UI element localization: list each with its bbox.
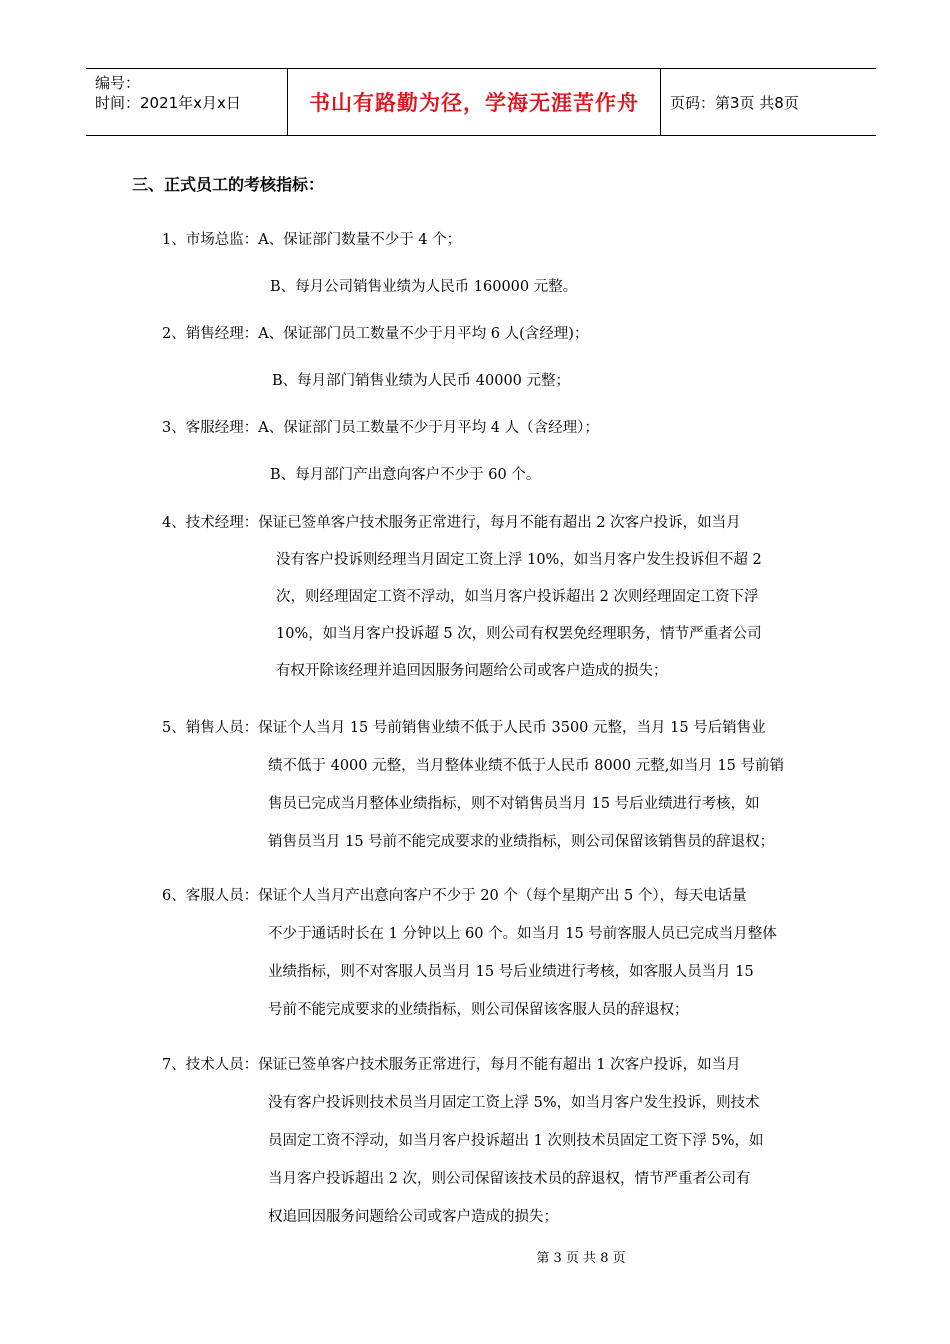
header-info-cell xyxy=(86,69,287,135)
list-item: 销售员当月 15 号前不能完成要求的业绩指标，则公司保留该销售员的辞退权； xyxy=(268,834,775,850)
list-item: 没有客户投诉则技术员当月固定工资上浮 5%，如当月客户发生投诉，则技术 xyxy=(268,1095,760,1111)
header-page-info: 页码：第3页 共8页 xyxy=(670,93,799,112)
list-item: 2、销售经理：A、保证部门员工数量不少于月平均 6 人(含经理)； xyxy=(162,326,589,342)
list-item: 6、客服人员：保证个人当月产出意向客户不少于 20 个（每个星期产出 5 个），每天电话量 xyxy=(162,888,747,904)
list-item: 号前不能完成要求的业绩指标，则公司保留该客服人员的辞退权； xyxy=(268,1002,689,1018)
list-item: 不少于通话时长在 1 分钟以上 60 个。如当月 15 号前客服人员已完成当月整体 xyxy=(268,926,777,942)
list-item: 10%，如当月客户投诉超 5 次，则公司有权罢免经理职务，情节严重者公司 xyxy=(276,626,762,642)
list-item: B、每月部门产出意向客户不少于 60 个。 xyxy=(270,467,541,483)
document-number-label: 编号： xyxy=(95,74,141,92)
list-item: 售员已完成当月整体业绩指标，则不对销售员当月 15 号后业绩进行考核，如 xyxy=(268,796,760,812)
list-item: 1、市场总监：A、保证部门数量不少于 4 个； xyxy=(162,232,462,248)
list-item: 5、销售人员：保证个人当月 15 号前销售业绩不低于人民币 3500 元整，当月 15 号后销售业 xyxy=(162,720,766,736)
list-item: 次，则经理固定工资不浮动，如当月客户投诉超出 2 次则经理固定工资下浮 xyxy=(276,589,759,605)
list-item: 权追回因服务问题给公司或客户造成的损失； xyxy=(268,1209,558,1225)
document-time-label: 时间：2021年x月x日 xyxy=(95,94,241,112)
list-item: B、每月部门销售业绩为人民币 40000 元整； xyxy=(272,373,570,389)
header-motto: 书山有路勤为径，学海无涯苦作舟 xyxy=(287,69,661,135)
list-item: 当月客户投诉超出 2 次，则公司保留该技术员的辞退权，情节严重者公司有 xyxy=(268,1171,751,1187)
list-item: 3、客服经理：A、保证部门员工数量不少于月平均 4 人（含经理）； xyxy=(162,420,599,436)
section-title: 三、正式员工的考核指标： xyxy=(132,175,325,194)
page-footer xyxy=(0,1247,950,1266)
list-item: 4、技术经理：保证已签单客户技术服务正常进行，每月不能有超出 2 次客户投诉，如当月 xyxy=(162,515,741,531)
list-item: 员固定工资不浮动，如当月客户投诉超出 1 次则技术员固定工资下浮 5%，如 xyxy=(268,1133,764,1149)
list-item: 业绩指标，则不对客服人员当月 15 号后业绩进行考核，如客服人员当月 15 xyxy=(268,964,754,980)
list-item: 有权开除该经理并追回因服务问题给公司或客户造成的损失； xyxy=(276,663,668,679)
footer-page-number: 第 3 页 共 8 页 xyxy=(536,1251,626,1266)
list-item: 绩不低于 4000 元整，当月整体业绩不低于人民币 8000 元整,如当月 15 号前销 xyxy=(268,758,785,774)
list-item: 7、技术人员：保证已签单客户技术服务正常进行，每月不能有超出 1 次客户投诉，如当月 xyxy=(162,1057,741,1073)
list-item: B、每月公司销售业绩为人民币 160000 元整。 xyxy=(270,279,578,295)
page-header xyxy=(86,68,876,136)
list-item: 没有客户投诉则经理当月固定工资上浮 10%，如当月客户发生投诉但不超 2 xyxy=(276,552,762,568)
